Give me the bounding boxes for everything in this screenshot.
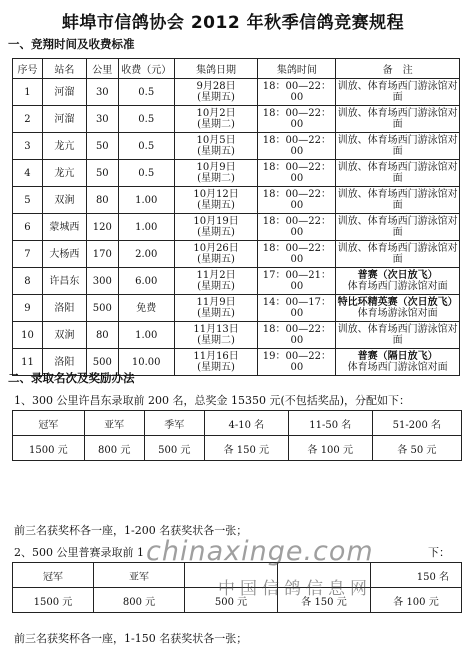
remarks: [336, 187, 460, 214]
row-number: 4: [13, 160, 43, 187]
schedule-row: [13, 133, 460, 160]
remarks: [336, 106, 460, 133]
remarks: [336, 133, 460, 160]
remark-line: 训放、体育场西门游泳馆对面: [337, 108, 458, 130]
prize2-intro-tail: 下：: [428, 546, 450, 559]
prize-value-cell: 各 100 元: [288, 436, 372, 461]
prize-header-cell: [278, 563, 371, 588]
station-name: 许昌东: [42, 268, 86, 295]
collection-time: 14：00—17：00: [258, 295, 336, 322]
row-number: 5: [13, 187, 43, 214]
collection-time: 18：00—22：00: [258, 241, 336, 268]
collection-time: 18：00—22：00: [258, 106, 336, 133]
distance-km: 170: [86, 241, 118, 268]
distance-km: 120: [86, 214, 118, 241]
row-number: 9: [13, 295, 43, 322]
weekday-text: (星期五): [197, 362, 235, 373]
remarks: [336, 295, 460, 322]
distance-km: 30: [86, 79, 118, 106]
schedule-row: [13, 79, 460, 106]
prize2-value-row: [13, 588, 462, 613]
header-cell: 收费（元）: [118, 59, 174, 79]
prize-value-cell: 500 元: [144, 436, 204, 461]
distance-km: 500: [86, 295, 118, 322]
collection-date: [174, 79, 258, 106]
prize-value-cell: 各 150 元: [204, 436, 288, 461]
watermark-cn: 中国信鸽信息网: [218, 579, 372, 599]
weekday-text: (星期二): [197, 119, 235, 130]
station-name: 蒙城西: [42, 214, 86, 241]
prize1-value-row: [13, 436, 462, 461]
row-number: 6: [13, 214, 43, 241]
collection-date: [174, 133, 258, 160]
fee-amount: 10.00: [118, 349, 174, 376]
collection-time: 18：00—22：00: [258, 79, 336, 106]
station-name: 洛阳: [42, 295, 86, 322]
schedule-row: [13, 160, 460, 187]
distance-km: 300: [86, 268, 118, 295]
schedule-table: [12, 58, 460, 376]
remark-line: 训放、体育场西门游泳馆对面: [337, 189, 458, 211]
header-cell: 集鸽日期: [174, 59, 258, 79]
date-text: 10月19日: [193, 216, 239, 227]
station-name: 龙亢: [42, 133, 86, 160]
weekday-text: (星期五): [197, 92, 235, 103]
weekday-text: (星期五): [197, 308, 235, 319]
prize-header-cell: 亚军: [84, 411, 144, 436]
distance-km: 500: [86, 349, 118, 376]
prize-header-cell: [185, 563, 278, 588]
row-number: 3: [13, 133, 43, 160]
header-cell: 站名: [42, 59, 86, 79]
prize-value-cell: 各 50 元: [372, 436, 461, 461]
station-name: 洛阳: [42, 349, 86, 376]
prize-header-cell: 冠军: [13, 411, 85, 436]
schedule-header-row: [13, 59, 460, 79]
schedule-row: [13, 322, 460, 349]
remarks: [336, 160, 460, 187]
distance-km: 30: [86, 106, 118, 133]
remark-line: 特比环精英赛（次日放飞）: [337, 297, 458, 308]
prize-header-cell: 150 名: [371, 563, 462, 588]
date-text: 9月28日: [196, 81, 236, 92]
prize-header-cell: 51-200 名: [372, 411, 461, 436]
collection-date: [174, 295, 258, 322]
collection-date: [174, 160, 258, 187]
collection-date: [174, 268, 258, 295]
remark-line-2: 体育场西门游泳馆对面: [347, 281, 448, 292]
fee-amount: 0.5: [118, 79, 174, 106]
header-cell: 序号: [13, 59, 43, 79]
station-name: 河溜: [42, 79, 86, 106]
fee-amount: 1.00: [118, 187, 174, 214]
collection-date: [174, 322, 258, 349]
weekday-text: (星期五): [197, 146, 235, 157]
station-name: 大杨西: [42, 241, 86, 268]
prize-header-cell: 4-10 名: [204, 411, 288, 436]
remark-line-2: 体育场西门游泳馆对面: [347, 362, 448, 373]
collection-time: 18：00—22：00: [258, 160, 336, 187]
remarks: [336, 241, 460, 268]
section-heading-prizes: 二、录取名次及奖励办法: [8, 371, 135, 385]
page-title: 蚌埠市信鸽协会 2012 年秋季信鸽竞赛规程: [61, 13, 405, 33]
date-text: 10月5日: [196, 135, 236, 146]
row-number: 11: [13, 349, 43, 376]
prize-value-cell: 800 元: [94, 588, 185, 613]
remarks: [336, 214, 460, 241]
date-text: 11月13日: [193, 324, 239, 335]
weekday-text: (星期五): [197, 254, 235, 265]
collection-date: [174, 106, 258, 133]
remark-line: 训放、体育场西门游泳馆对面: [337, 135, 458, 157]
prize2-header-row: [13, 563, 462, 588]
distance-km: 50: [86, 133, 118, 160]
remark-line: 训放、体育场西门游泳馆对面: [337, 162, 458, 184]
prize-header-cell: 11-50 名: [288, 411, 372, 436]
schedule-row: [13, 106, 460, 133]
remark-line-2: 体育场游泳馆对面: [357, 308, 438, 319]
collection-date: [174, 214, 258, 241]
remarks: [336, 79, 460, 106]
date-text: 11月2日: [196, 270, 236, 281]
prize-value-cell: 各 150 元: [278, 588, 371, 613]
remark-line: 训放、体育场西门游泳馆对面: [337, 243, 458, 265]
date-text: 10月2日: [196, 108, 236, 119]
prize-value-cell: 1500 元: [13, 436, 85, 461]
header-cell: 集鸽时间: [258, 59, 336, 79]
prize-header-cell: 亚军: [94, 563, 185, 588]
collection-time: 18：00—22：00: [258, 214, 336, 241]
station-name: 龙亢: [42, 160, 86, 187]
collection-time: 18：00—22：00: [258, 187, 336, 214]
prize1-header-row: [13, 411, 462, 436]
prize-value-cell: 1500 元: [13, 588, 94, 613]
schedule-row: [13, 295, 460, 322]
prize-header-cell: 冠军: [13, 563, 94, 588]
collection-date: [174, 187, 258, 214]
row-number: 7: [13, 241, 43, 268]
weekday-text: (星期五): [197, 281, 235, 292]
collection-time: 18：00—22：00: [258, 322, 336, 349]
remarks: [336, 349, 460, 376]
schedule-row: [13, 214, 460, 241]
date-text: 11月9日: [196, 297, 236, 308]
row-number: 1: [13, 79, 43, 106]
remark-line: 训放、体育场西门游泳馆对面: [337, 324, 458, 346]
watermark-site: chinaxinge.com: [146, 536, 374, 567]
weekday-text: (星期二): [197, 335, 235, 346]
station-name: 河溜: [42, 106, 86, 133]
date-text: 11月16日: [193, 351, 239, 362]
prize1-note: 前三名获奖杯各一座，1-200 名获奖状各一张；: [14, 524, 248, 537]
remarks: [336, 268, 460, 295]
fee-amount: 1.00: [118, 214, 174, 241]
schedule-row: [13, 268, 460, 295]
prize2-intro: 2、500 公里普赛录取前 1: [14, 546, 144, 559]
collection-date: [174, 349, 258, 376]
fee-amount: 6.00: [118, 268, 174, 295]
date-text: 10月26日: [193, 243, 239, 254]
row-number: 2: [13, 106, 43, 133]
schedule-row: [13, 187, 460, 214]
remark-line: 训放、体育场西门游泳馆对面: [337, 216, 458, 238]
distance-km: 80: [86, 322, 118, 349]
collection-date: [174, 241, 258, 268]
fee-amount: 1.00: [118, 322, 174, 349]
header-cell: 备 注: [336, 59, 460, 79]
station-name: 双涧: [42, 187, 86, 214]
prize-value-cell: 800 元: [84, 436, 144, 461]
prize2-note: 前三名获奖杯各一座，1-150 名获奖状各一张；: [14, 632, 248, 645]
fee-amount: 免费: [118, 295, 174, 322]
distance-km: 80: [86, 187, 118, 214]
prize1-intro: 1、300 公里许昌东录取前 200 名，总奖金 15350 元(不包括奖品)，分配如下：: [14, 394, 411, 407]
collection-time: 18：00—22：00: [258, 133, 336, 160]
fee-amount: 0.5: [118, 106, 174, 133]
date-text: 10月9日: [196, 162, 236, 173]
weekday-text: (星期二): [197, 173, 235, 184]
section-heading-schedule: 一、竞翔时间及收费标准: [8, 37, 135, 51]
remarks: [336, 322, 460, 349]
collection-time: 19：00—22：00: [258, 349, 336, 376]
prize-value-cell: 各 100 元: [371, 588, 462, 613]
prize-value-cell: 500 元: [185, 588, 278, 613]
prize2-table: [12, 562, 462, 613]
date-text: 10月12日: [193, 189, 239, 200]
remark-line: 训放、体育场西门游泳馆对面: [337, 81, 458, 103]
station-name: 双涧: [42, 322, 86, 349]
remark-line: 普赛（隔日放飞）: [357, 351, 438, 362]
row-number: 8: [13, 268, 43, 295]
distance-km: 50: [86, 160, 118, 187]
remark-line: 普赛（次日放飞）: [357, 270, 438, 281]
header-cell: 公里: [86, 59, 118, 79]
row-number: 10: [13, 322, 43, 349]
prize-header-cell: 季军: [144, 411, 204, 436]
schedule-row: [13, 241, 460, 268]
weekday-text: (星期五): [197, 200, 235, 211]
collection-time: 17：00—21：00: [258, 268, 336, 295]
weekday-text: (星期五): [197, 227, 235, 238]
fee-amount: 2.00: [118, 241, 174, 268]
fee-amount: 0.5: [118, 133, 174, 160]
prize1-table: [12, 410, 462, 461]
fee-amount: 0.5: [118, 160, 174, 187]
